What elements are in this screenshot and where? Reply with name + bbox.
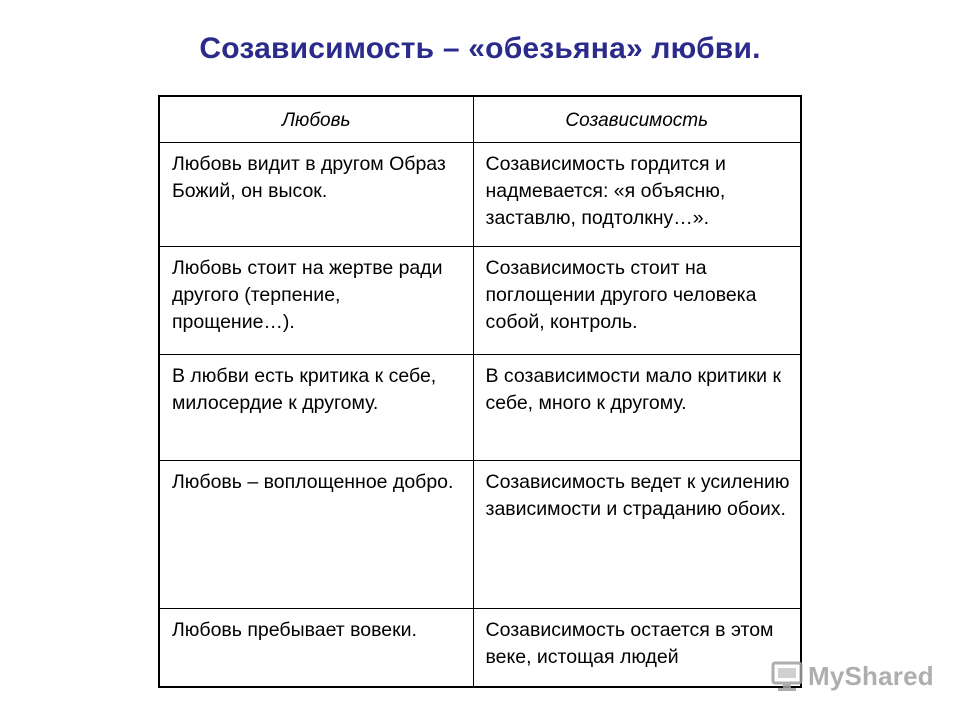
codependency-cell: Созависимость ведет к усилению зависимости и страданию обоих. [473,460,801,608]
table-row [159,142,801,246]
slide-title: Созависимость – «обезьяна» любви. [199,32,761,65]
table-row [159,246,801,354]
table-row [159,608,801,687]
codependency-cell: Созависимость остается в этом веке, истощая людей [473,608,801,687]
watermark [770,656,934,696]
table-row [159,354,801,460]
codependency-cell: Созависимость гордится и надмевается: «я объясню, заставлю, подтолкну…». [473,142,801,246]
codependency-cell: Созависимость стоит на поглощении другого человека собой, контроль. [473,246,801,354]
comparison-table [158,95,802,688]
monitor-logo-icon [770,660,804,692]
love-cell: Любовь стоит на жертве ради другого (терпение, прощение…). [159,246,473,354]
watermark-text: MyShared [808,660,934,691]
codependency-cell: В созависимости мало критики к себе, много к другому. [473,354,801,460]
header-codependency: Созависимость [473,96,801,142]
love-cell: В любви есть критика к себе, милосердие к другому. [159,354,473,460]
love-cell: Любовь видит в другом Образ Божий, он высок. [159,142,473,246]
table-row [159,460,801,608]
love-cell: Любовь пребывает вовеки. [159,608,473,687]
header-love: Любовь [159,96,473,142]
table-header-row [159,96,801,142]
love-cell: Любовь – воплощенное добро. [159,460,473,608]
